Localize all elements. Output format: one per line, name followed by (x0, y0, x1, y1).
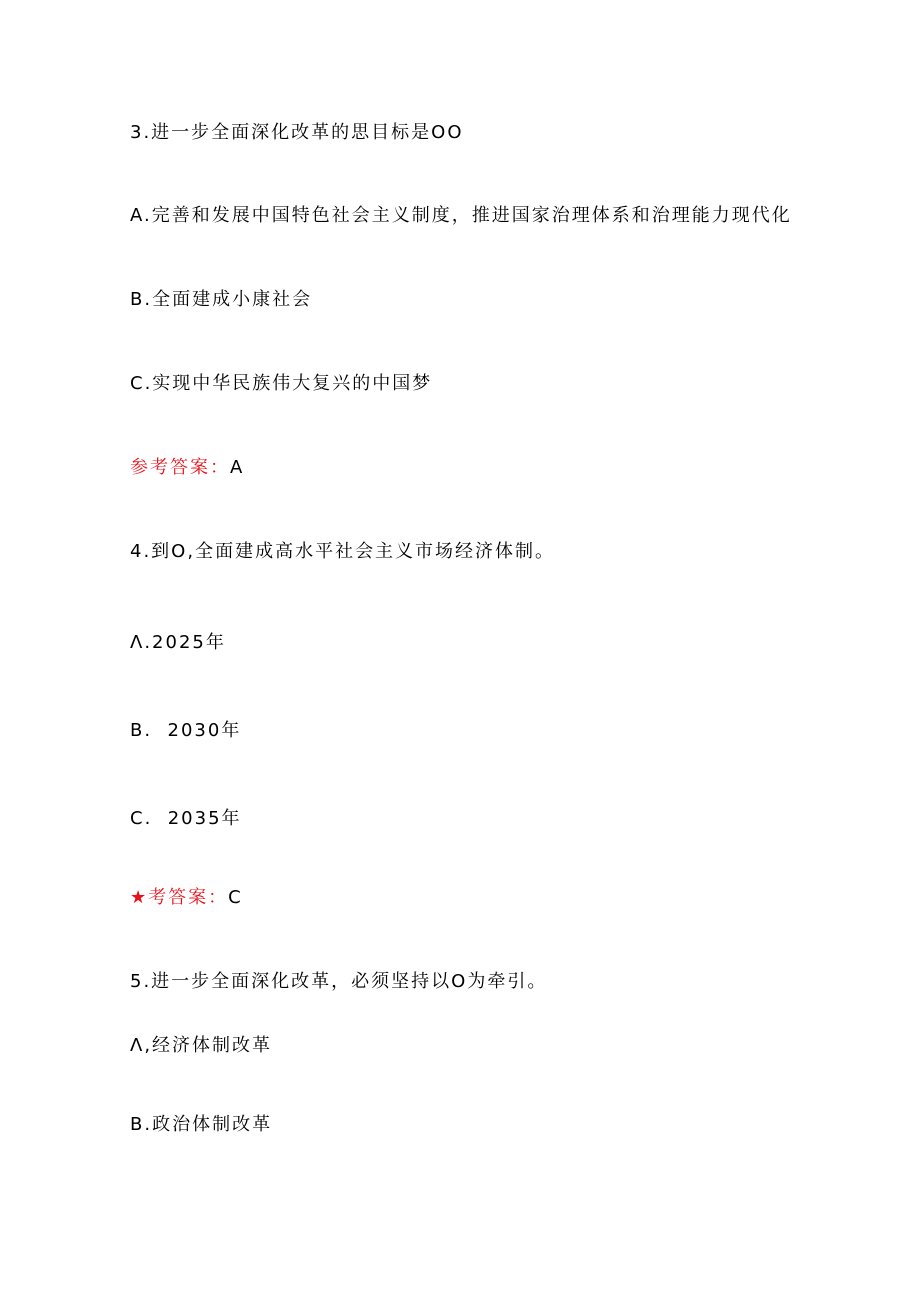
question-3-stem: 3.进一步全面深化改革的思目标是OO (130, 122, 464, 143)
question-3-option-b: B.全面建成小康社会 (130, 289, 313, 310)
question-4-answer (130, 886, 243, 910)
question-5-stem: 5.进一步全面深化改革，必须坚持以O为牵引。 (130, 971, 548, 992)
question-3-answer (130, 456, 244, 480)
question-4-option-c: C. 2035年 (130, 808, 242, 829)
question-4-option-b: B. 2030年 (130, 720, 242, 741)
question-4-option-a: Λ.2025年 (130, 632, 226, 653)
answer-label: 考答案： (148, 887, 229, 908)
answer-value: C (228, 887, 243, 908)
question-5-option-b: B.政治体制改革 (130, 1114, 273, 1135)
question-5-option-a: Λ,经济体制改革 (130, 1035, 273, 1056)
question-4-stem: 4.到O,全面建成高水平社会主义市场经济体制。 (130, 541, 556, 562)
answer-label: 参考答案： (130, 457, 230, 478)
question-3-option-c: C.实现中华民族伟大复兴的中国梦 (130, 373, 433, 394)
question-3-option-a: A.完善和发展中国特色社会主义制度，推进国家治理体系和治理能力现代化 (130, 205, 792, 226)
star-icon: ★ (130, 887, 149, 908)
answer-value: A (230, 457, 245, 478)
